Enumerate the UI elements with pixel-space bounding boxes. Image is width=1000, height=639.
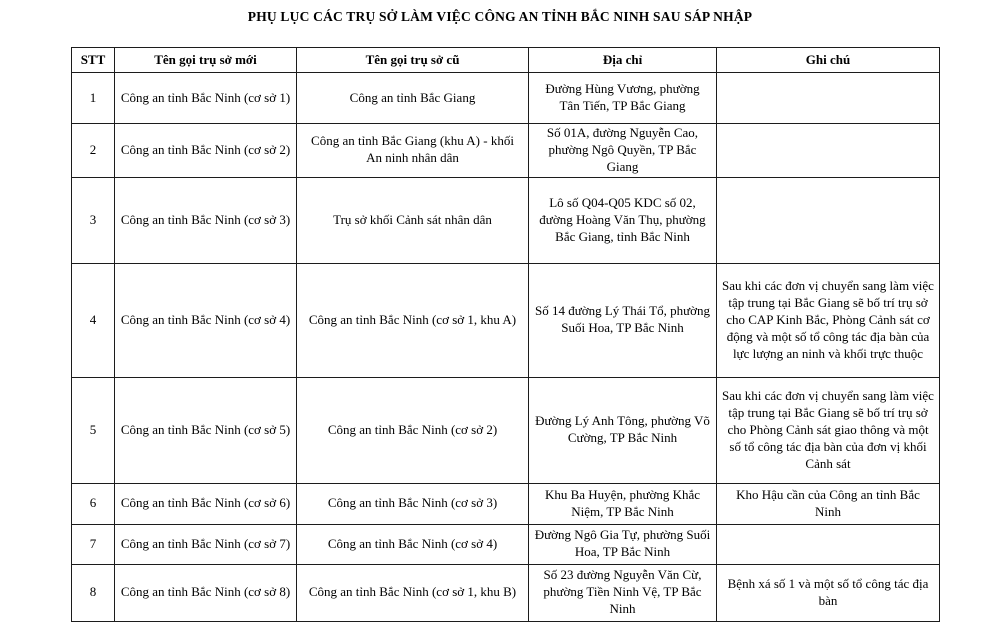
- cell-new-name: Công an tỉnh Bắc Ninh (cơ sở 6): [115, 483, 297, 524]
- cell-stt: 1: [72, 73, 115, 124]
- table-row: [72, 263, 940, 377]
- table-row: [72, 483, 940, 524]
- cell-stt: 6: [72, 483, 115, 524]
- cell-stt: 7: [72, 524, 115, 564]
- table-row: [72, 124, 940, 178]
- table-row: [72, 377, 940, 483]
- cell-new-name: Công an tỉnh Bắc Ninh (cơ sở 1): [115, 73, 297, 124]
- table-row: [72, 524, 940, 564]
- cell-new-name: Công an tỉnh Bắc Ninh (cơ sở 7): [115, 524, 297, 564]
- cell-note: [717, 73, 940, 124]
- offices-table: [71, 47, 940, 622]
- cell-old-name: Công an tỉnh Bắc Giang (khu A) - khối An ninh nhân dân: [297, 124, 529, 178]
- cell-old-name: Công an tỉnh Bắc Giang: [297, 73, 529, 124]
- cell-note: [717, 177, 940, 263]
- cell-old-name: Công an tỉnh Bắc Ninh (cơ sở 2): [297, 377, 529, 483]
- cell-stt: 8: [72, 564, 115, 621]
- cell-address: Số 01A, đường Nguyễn Cao, phường Ngô Quyền, TP Bắc Giang: [529, 124, 717, 178]
- cell-new-name: Công an tỉnh Bắc Ninh (cơ sở 4): [115, 263, 297, 377]
- cell-stt: 4: [72, 263, 115, 377]
- cell-note: Sau khi các đơn vị chuyển sang làm việc tập trung tại Bắc Giang sẽ bố trí trụ sở cho CAP Kinh Bắc, Phòng Cảnh sát cơ động và một số tổ công tác địa bàn của lực lượng an ninh và khối trực thuộc: [717, 263, 940, 377]
- cell-address: Số 23 đường Nguyễn Văn Cừ, phường Tiền Ninh Vệ, TP Bắc Ninh: [529, 564, 717, 621]
- cell-address: Đường Hùng Vương, phường Tân Tiến, TP Bắc Giang: [529, 73, 717, 124]
- table-header-row: [72, 48, 940, 73]
- cell-new-name: Công an tỉnh Bắc Ninh (cơ sở 2): [115, 124, 297, 178]
- table-row: [72, 73, 940, 124]
- cell-address: Khu Ba Huyện, phường Khắc Niệm, TP Bắc Ninh: [529, 483, 717, 524]
- cell-new-name: Công an tỉnh Bắc Ninh (cơ sở 3): [115, 177, 297, 263]
- cell-new-name: Công an tỉnh Bắc Ninh (cơ sở 8): [115, 564, 297, 621]
- cell-stt: 5: [72, 377, 115, 483]
- cell-old-name: Trụ sở khối Cảnh sát nhân dân: [297, 177, 529, 263]
- cell-address: Số 14 đường Lý Thái Tổ, phường Suối Hoa, TP Bắc Ninh: [529, 263, 717, 377]
- cell-new-name: Công an tỉnh Bắc Ninh (cơ sở 5): [115, 377, 297, 483]
- page-title: PHỤ LỤC CÁC TRỤ SỞ LÀM VIỆC CÔNG AN TỈNH BẮC NINH SAU SÁP NHẬP: [247, 9, 753, 24]
- cell-note: [717, 124, 940, 178]
- table-row: [72, 177, 940, 263]
- cell-note: [717, 524, 940, 564]
- cell-old-name: Công an tỉnh Bắc Ninh (cơ sở 4): [297, 524, 529, 564]
- cell-note: Kho Hậu cần của Công an tỉnh Bắc Ninh: [717, 483, 940, 524]
- cell-stt: 2: [72, 124, 115, 178]
- cell-address: Đường Ngô Gia Tự, phường Suối Hoa, TP Bắc Ninh: [529, 524, 717, 564]
- header-new-name: Tên gọi trụ sở mới: [115, 48, 297, 73]
- cell-old-name: Công an tỉnh Bắc Ninh (cơ sở 1, khu B): [297, 564, 529, 621]
- cell-old-name: Công an tỉnh Bắc Ninh (cơ sở 1, khu A): [297, 263, 529, 377]
- header-address: Địa chỉ: [529, 48, 717, 73]
- header-stt: STT: [72, 48, 115, 73]
- table-row: [72, 564, 940, 621]
- cell-address: Đường Lý Anh Tông, phường Võ Cường, TP Bắc Ninh: [529, 377, 717, 483]
- header-note: Ghi chú: [717, 48, 940, 73]
- header-old-name: Tên gọi trụ sở cũ: [297, 48, 529, 73]
- cell-old-name: Công an tỉnh Bắc Ninh (cơ sở 3): [297, 483, 529, 524]
- cell-note: Bệnh xá số 1 và một số tổ công tác địa bàn: [717, 564, 940, 621]
- cell-note: Sau khi các đơn vị chuyển sang làm việc tập trung tại Bắc Giang sẽ bố trí trụ sở cho Phòng Cảnh sát giao thông và một số tổ công tác địa bàn của đơn vị khối Cảnh sát: [717, 377, 940, 483]
- cell-address: Lô số Q04-Q05 KDC số 02, đường Hoàng Văn Thụ, phường Bắc Giang, tỉnh Bắc Ninh: [529, 177, 717, 263]
- cell-stt: 3: [72, 177, 115, 263]
